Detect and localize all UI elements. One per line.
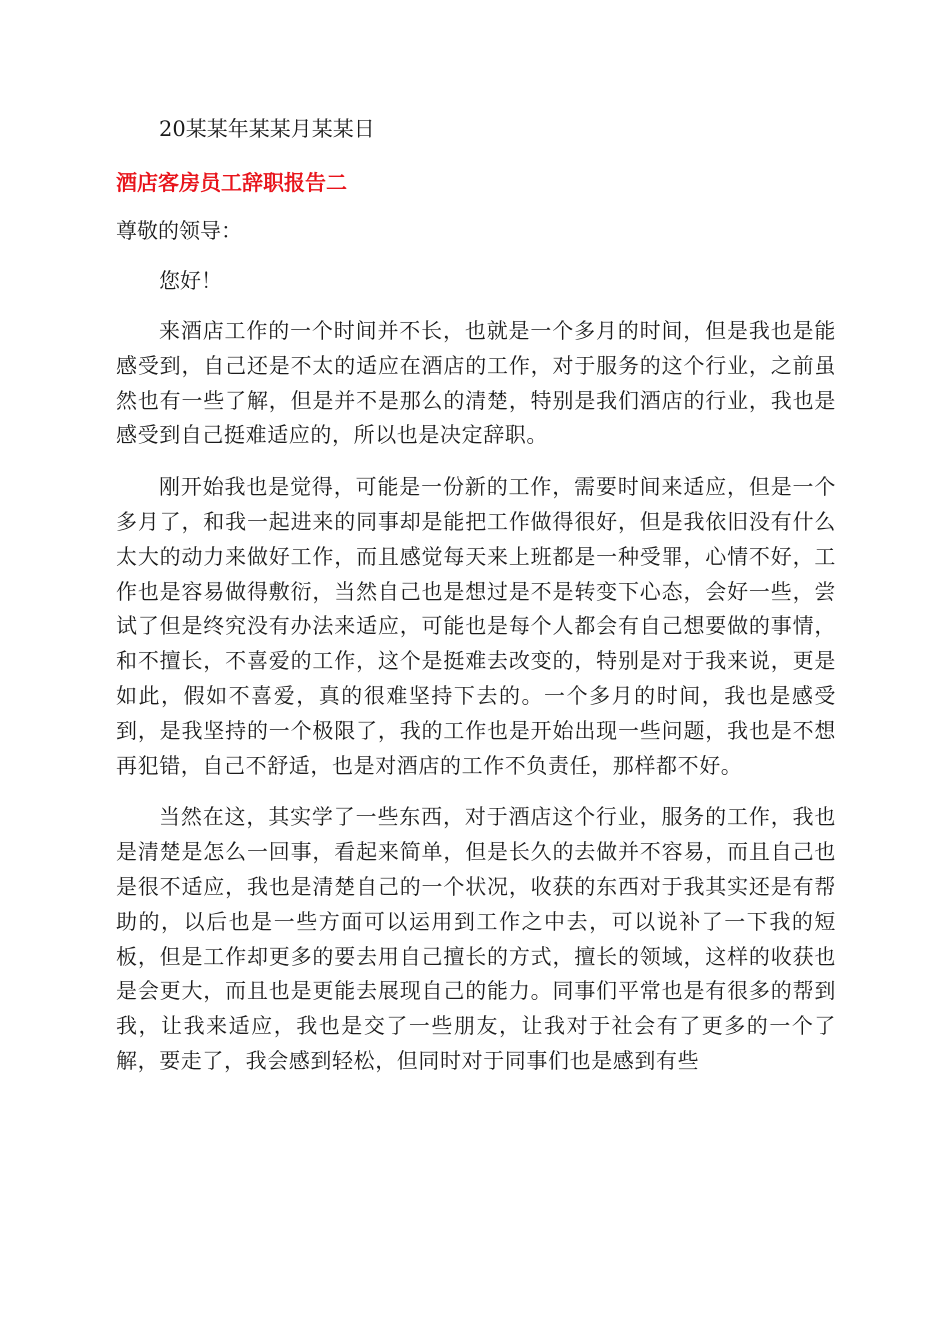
section-title: 酒店客房员工辞职报告二 bbox=[116, 171, 347, 195]
salutation: 尊敬的领导： bbox=[116, 219, 242, 243]
body-paragraph: 来酒店工作的一个时间并不长，也就是一个多月的时间，但是我也是能感受到，自己还是不太的适应在酒店的工作，对于服务的这个行业，之前虽然也有一些了解，但是并不是那么的清楚，特别是我们酒店的行业，我也是感受到自己挺难适应的，所以也是决定辞职。 bbox=[116, 319, 836, 448]
body-paragraph: 刚开始我也是觉得，可能是一份新的工作，需要时间来适应，但是一个多月了，和我一起进来的同事却是能把工作做得很好，但是我依旧没有什么太大的动力来做好工作，而且感觉每天来上班都是一种受罪，心情不好，工作也是容易做得敷衍，当然自己也是想过是不是转变下心态，会好一些，尝试了但是终究没有办法来适应，可能也是每个人都会有自己想要做的事情，和不擅长，不喜爱的工作，这个是挺难去改变的，特别是对于我来说，更是如此，假如不喜爱，真的很难坚持下去的。一个多月的时间，我也是感受到，是我坚持的一个极限了，我的工作也是开始出现一些问题，我也是不想再犯错，自己不舒适，也是对酒店的工作不负责任，那样都不好。 bbox=[116, 475, 836, 778]
date-line: 20某某年某某月某某日 bbox=[159, 117, 375, 141]
greeting: 您好！ bbox=[159, 269, 222, 293]
document-page bbox=[116, 112, 836, 1096]
body-paragraph: 当然在这，其实学了一些东西，对于酒店这个行业，服务的工作，我也是清楚是怎么一回事，看起来简单，但是长久的去做并不容易，而且自己也是很不适应，我也是清楚自己的一个状况，收获的东西对于我其实还是有帮助的，以后也是一些方面可以运用到工作之中去，可以说补了一下我的短板，但是工作却更多的要去用自己擅长的方式，擅长的领域，这样的收获也是会更大，而且也是更能去展现自己的能力。同事们平常也是有很多的帮到我，让我来适应，我也是交了一些朋友，让我对于社会有了更多的一个了解，要走了，我会感到轻松，但同时对于同事们也是感到有些 bbox=[116, 805, 836, 1073]
